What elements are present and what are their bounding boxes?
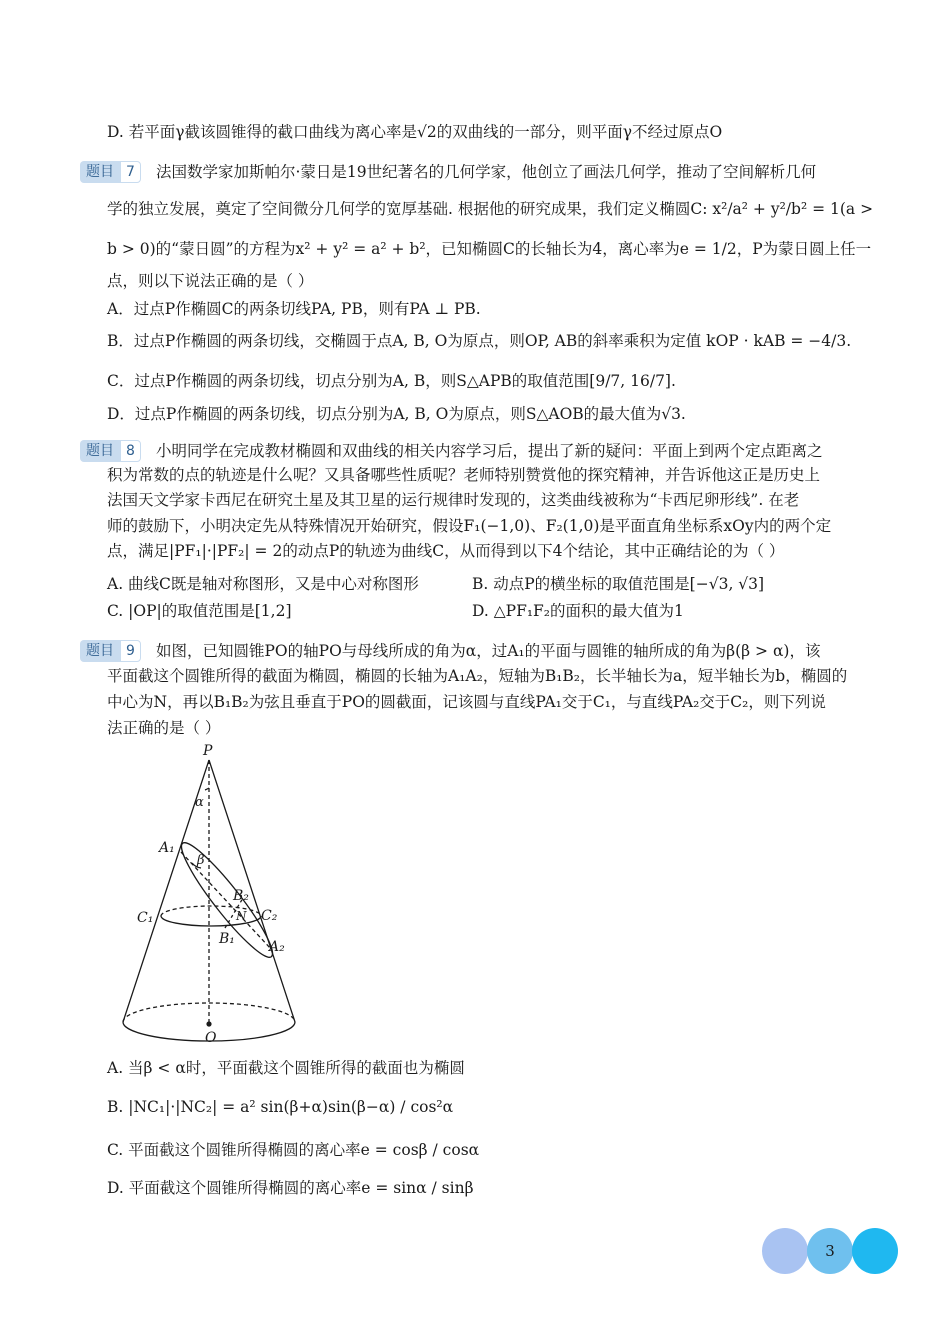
q9-line-2: 平面截这个圆锥所得的截面为椭圆，椭圆的长轴为A₁A₂，短轴为B₁B₂，长半轴长为a，短半轴长为b，椭圆的	[107, 667, 848, 685]
q7-option-d: D．过点P作椭圆的两条切线，切点分别为A, B, O为原点，则S△AOB的最大值为√3.	[107, 405, 686, 423]
q8-line-4: 师的鼓励下，小明决定先从特殊情况开始研究，假设F₁(−1,0)、F₂(1,0)是平面直角坐标系xOy内的两个定	[107, 517, 832, 535]
decor-circle-right	[852, 1228, 898, 1274]
page-number: 3	[807, 1228, 853, 1274]
question-tag-9	[80, 640, 141, 662]
decor-circle-left	[762, 1228, 808, 1274]
q7-line-1: 法国数学家加斯帕尔·蒙日是19世纪著名的几何学家，他创立了画法几何学，推动了空间解析几何	[156, 163, 817, 181]
question-tag-label: 题目	[80, 440, 120, 462]
q7-line-3: b > 0)的“蒙日圆”的方程为x² + y² = a² + b²，已知椭圆C的长轴长为4，离心率为e = 1/2，P为蒙日圆上任一	[107, 240, 872, 258]
label-n: N	[236, 909, 247, 923]
question-tag-7	[80, 161, 141, 183]
cone-right-edge	[209, 760, 295, 1022]
q7-line-2: 学的独立发展，奠定了空间微分几何学的宽厚基础. 根据他的研究成果，我们定义椭圆C: x²/a² + y²/b² = 1(a >	[107, 200, 874, 218]
question-number: 8	[120, 440, 141, 462]
label-c1: C₁	[137, 910, 154, 926]
q9-option-b: B. |NC₁|·|NC₂| = a² sin(β+α)sin(β−α) / cos²α	[107, 1098, 454, 1116]
q8-line-1: 小明同学在完成教材椭圆和双曲线的相关内容学习后，提出了新的疑问：平面上到两个定点距离之	[156, 442, 823, 460]
label-b2: B₂	[233, 888, 249, 904]
point-o	[206, 1021, 211, 1026]
q9-line-3: 中心为N，再以B₁B₂为弦且垂直于PO的圆截面，记该圆与直线PA₁交于C₁，与直线PA₂交于C₂，则下列说	[107, 693, 826, 711]
label-b1: B₁	[219, 931, 235, 947]
q8-line-2: 积为常数的点的轨迹是什么呢？又具备哪些性质呢？老师特别赞赏他的探究精神，并告诉他这正是历史上	[107, 466, 821, 484]
q8-option-c: C. |OP|的取值范围是[1,2]	[107, 602, 292, 620]
question-tag-label: 题目	[80, 640, 120, 662]
label-c2: C₂	[261, 908, 278, 924]
q8-option-a: A. 曲线C既是轴对称图形，又是中心对称图形	[107, 575, 419, 593]
label-beta: β	[197, 853, 205, 868]
q9-option-d: D. 平面截这个圆锥所得椭圆的离心率e = sinα / sinβ	[107, 1179, 474, 1197]
question-tag-8	[80, 440, 141, 462]
q7-option-c: C．过点P作椭圆的两条切线，切点分别为A, B，则S△APB的取值范围[9/7, 16/7].	[107, 372, 676, 390]
q8-line-5: 点，满足|PF₁|·|PF₂| = 2的动点P的轨迹为曲线C，从而得到以下4个结论，其中正确结论的为（ ）	[107, 542, 785, 560]
question-number: 7	[120, 161, 141, 183]
label-o: O	[205, 1030, 217, 1046]
q9-line-4: 法正确的是（ ）	[107, 719, 221, 737]
q7-option-a: A．过点P作椭圆C的两条切线PA, PB，则有PA ⊥ PB.	[107, 300, 481, 318]
q8-option-b: B. 动点P的横坐标的取值范围是[−√3, √3]	[472, 575, 765, 593]
q8-line-3: 法国天文学家卡西尼在研究土星及其卫星的运行规律时发现的，这类曲线被称为“卡西尼卵形线”. 在老	[107, 491, 800, 509]
question-tag-label: 题目	[80, 161, 120, 183]
label-alpha: α	[195, 795, 204, 810]
q8-option-d: D. △PF₁F₂的面积的最大值为1	[472, 602, 684, 620]
q7-option-b: B．过点P作椭圆的两条切线，交椭圆于点A, B, O为原点，则OP, AB的斜率乘积为定值 kOP · kAB = −4/3.	[107, 332, 852, 350]
q9-option-a: A. 当β < α时，平面截这个圆锥所得的截面也为椭圆	[107, 1059, 465, 1077]
label-a1: A₁	[159, 840, 175, 856]
label-a2: A₂	[269, 939, 285, 955]
question-number: 9	[120, 640, 141, 662]
q9-line-1: 如图，已知圆锥PO的轴PO与母线所成的角为α，过A₁的平面与圆锥的轴所成的角为β(β > α)，该	[156, 642, 821, 660]
label-p: P	[203, 743, 213, 759]
q9-option-c: C. 平面截这个圆锥所得椭圆的离心率e = cosβ / cosα	[107, 1141, 480, 1159]
q6-option-d: D. 若平面γ截该圆锥得的截口曲线为离心率是√2的双曲线的一部分，则平面γ不经过原点O	[107, 123, 723, 141]
q7-line-4: 点，则以下说法正确的是（ ）	[107, 272, 314, 290]
cone-figure	[115, 740, 315, 1050]
